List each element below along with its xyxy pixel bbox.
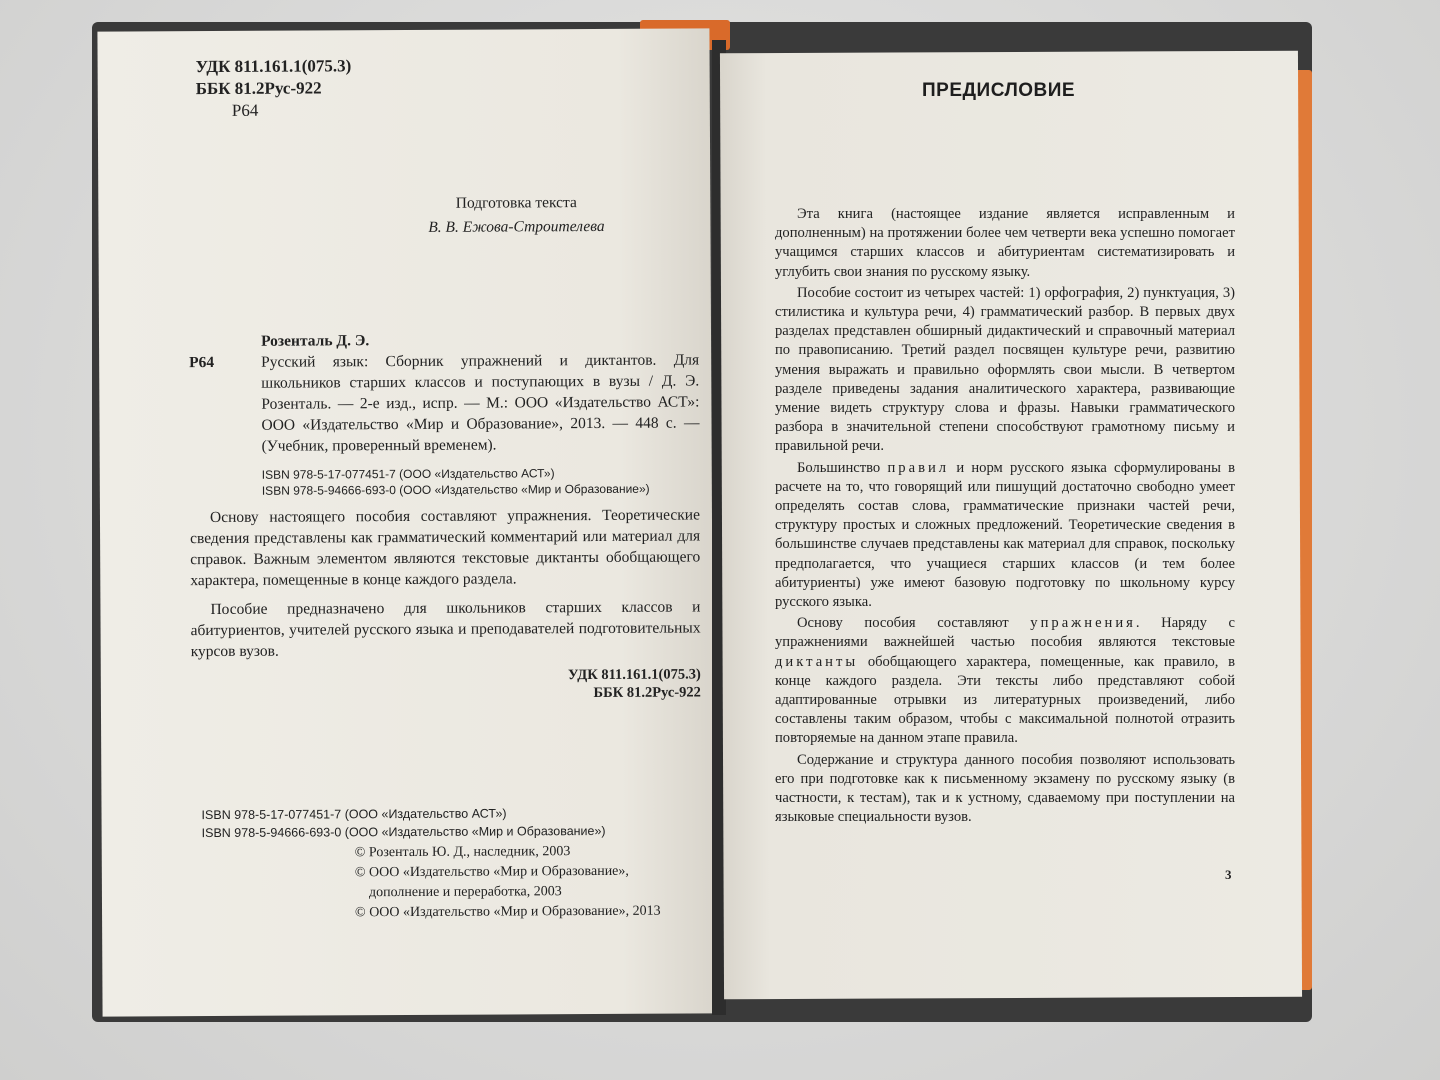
author-mark: Р64 (231, 100, 259, 120)
bbk-code: ББК 81.2Рус-922 (195, 78, 322, 99)
copyright-line-4: © ООО «Издательство «Мир и Образование», 2013 (355, 903, 661, 921)
catalog-isbn-list (190, 464, 700, 499)
p3-rest: и норм русского языка сформулированы в расчете на то, что говорящий или пишущий достаточно свободно умеет определять состав слова, грамматические признаки частей речи, структуру простых и сложных предложений. Теоретические сведения в большинстве случаев представлены как материал для справок, поскольку предполагается, что учащиеся старших классов (и тем более абитуриенты) уже имеют базовую подготовку по школьному курсу русского языка. (775, 459, 1236, 611)
catalog-author: Розенталь Д. Э. (261, 332, 370, 350)
udk-code-repeat: УДК 811.161.1(075.3) (567, 666, 701, 684)
prep-name: В. В. Ежова-Строителева (428, 217, 605, 236)
catalog-description: Русский язык: Сборник упражнений и диктантов. Для школьников старших классов и поступающих в вузы / Д. Э. Розенталь. — 2-е изд., испр. — М.: ООО «Издательство АСТ»: ООО «Издательство «Мир и Образование», 2013. — 448 с. — (Учебник, проверенный временем). (261, 351, 700, 455)
left-page (97, 28, 714, 1016)
p4-start: Основу пособия составляют (797, 615, 1009, 632)
annotation-paragraph-1: Основу настоящего пособия составляют упражнения. Теоретические сведения представлены как грамматический комментарий или материал для справок. Важным элементом являются текстовые диктанты обобщающего характера, помещенные в конце каждого раздела. (190, 506, 701, 590)
catalog-record (189, 328, 701, 704)
preface-heading: ПРЕДИСЛОВИЕ (922, 80, 1076, 101)
p3-start: Большинство (797, 459, 881, 476)
p4-rest: обобщающего характера, помещенные, как правило, в конце каждого раздела. Эти тексты либо представляют собой адаптированные отрывки из литературных произведений, либо составлены таким образом, чтобы с максимальной полнотой отразить повторяемые на данном этапе правила. (775, 653, 1235, 747)
catalog-code: Р64 (189, 354, 215, 372)
isbn-line-1: ISBN 978-5-17-077451-7 (ООО «Издательство АСТ») (201, 806, 507, 823)
copyright-line-3: дополнение и переработка, 2003 (368, 884, 562, 901)
classification-codes (196, 55, 352, 122)
isbn-line-2: ISBN 978-5-94666-693-0 (ООО «Издательство «Мир и Образование») (201, 823, 606, 841)
catalog-row (189, 349, 700, 457)
udk-code: УДК 811.161.1(075.3) (195, 56, 352, 77)
annotation-paragraph-2: Пособие предназначено для школьников старших классов и абитуриентов, учителей русского языка и преподавателей подготовительных курсов вузов. (190, 598, 701, 661)
preface-paragraph-5: Содержание и структура данного пособия позволяют использовать его при подготовке как к письменному экзамену по русскому языку (в частности, к тестам), так и к устному, сдаваемому при поступлении на языковые специальности вузов. (775, 751, 1235, 826)
copyright-line-1: © Розенталь Ю. Д., наследник, 2003 (354, 844, 571, 861)
preface-paragraph-2: Пособие состоит из четырех частей: 1) орфография, 2) пунктуация, 3) стилистика и культура речи, 4) грамматический разбор. В первых двух разделах представлен обширный дидактический и справочный материал по правописанию. Третий раздел посвящен культуре речи, развитию умения выражать и правильно оформлять свои мысли. В четвертом разделе приведены задания аналитического характера, развивающие умение видеть структуру слова и фразы. Навыки грамматического разбора в значительной степени способствуют грамотному письму и правильной речи. (775, 284, 1235, 455)
copyright-block (355, 842, 661, 924)
preface-paragraph-4 (775, 614, 1235, 748)
bbk-code-repeat: ББК 81.2Рус-922 (593, 684, 701, 702)
p4-mid: . Наряду с упражнениями важнейшей частью пособия являются текстовые (775, 615, 1235, 651)
p4-spaced-word-2: диктанты (775, 653, 859, 670)
copyright-line-2: © ООО «Издательство «Мир и Образование», (354, 863, 629, 881)
p4-spaced-word-1: упражнения (1030, 615, 1136, 632)
catalog-codes-repeat (191, 665, 701, 704)
text-preparation (366, 191, 666, 241)
p3-spaced-word: правил (887, 459, 950, 476)
preface-paragraph-1: Эта книга (настоящее издание является исправленным и дополненным) на протяжении более чем четверти века успешно помогает учащимся старших классов и абитуриентам систематизировать и углубить свои знания по русскому языку. (775, 206, 1235, 280)
page-number: 3 (1225, 867, 1232, 882)
preface-body (775, 205, 1235, 828)
preface-paragraph-3 (775, 459, 1235, 613)
isbn-block (201, 804, 605, 842)
catalog-isbn-2: ISBN 978-5-94666-693-0 (ООО «Издательство «Мир и Образование») (261, 481, 650, 498)
catalog-isbn-1: ISBN 978-5-17-077451-7 (ООО «Издательство АСТ») (261, 466, 555, 482)
prep-label: Подготовка текста (455, 194, 577, 212)
